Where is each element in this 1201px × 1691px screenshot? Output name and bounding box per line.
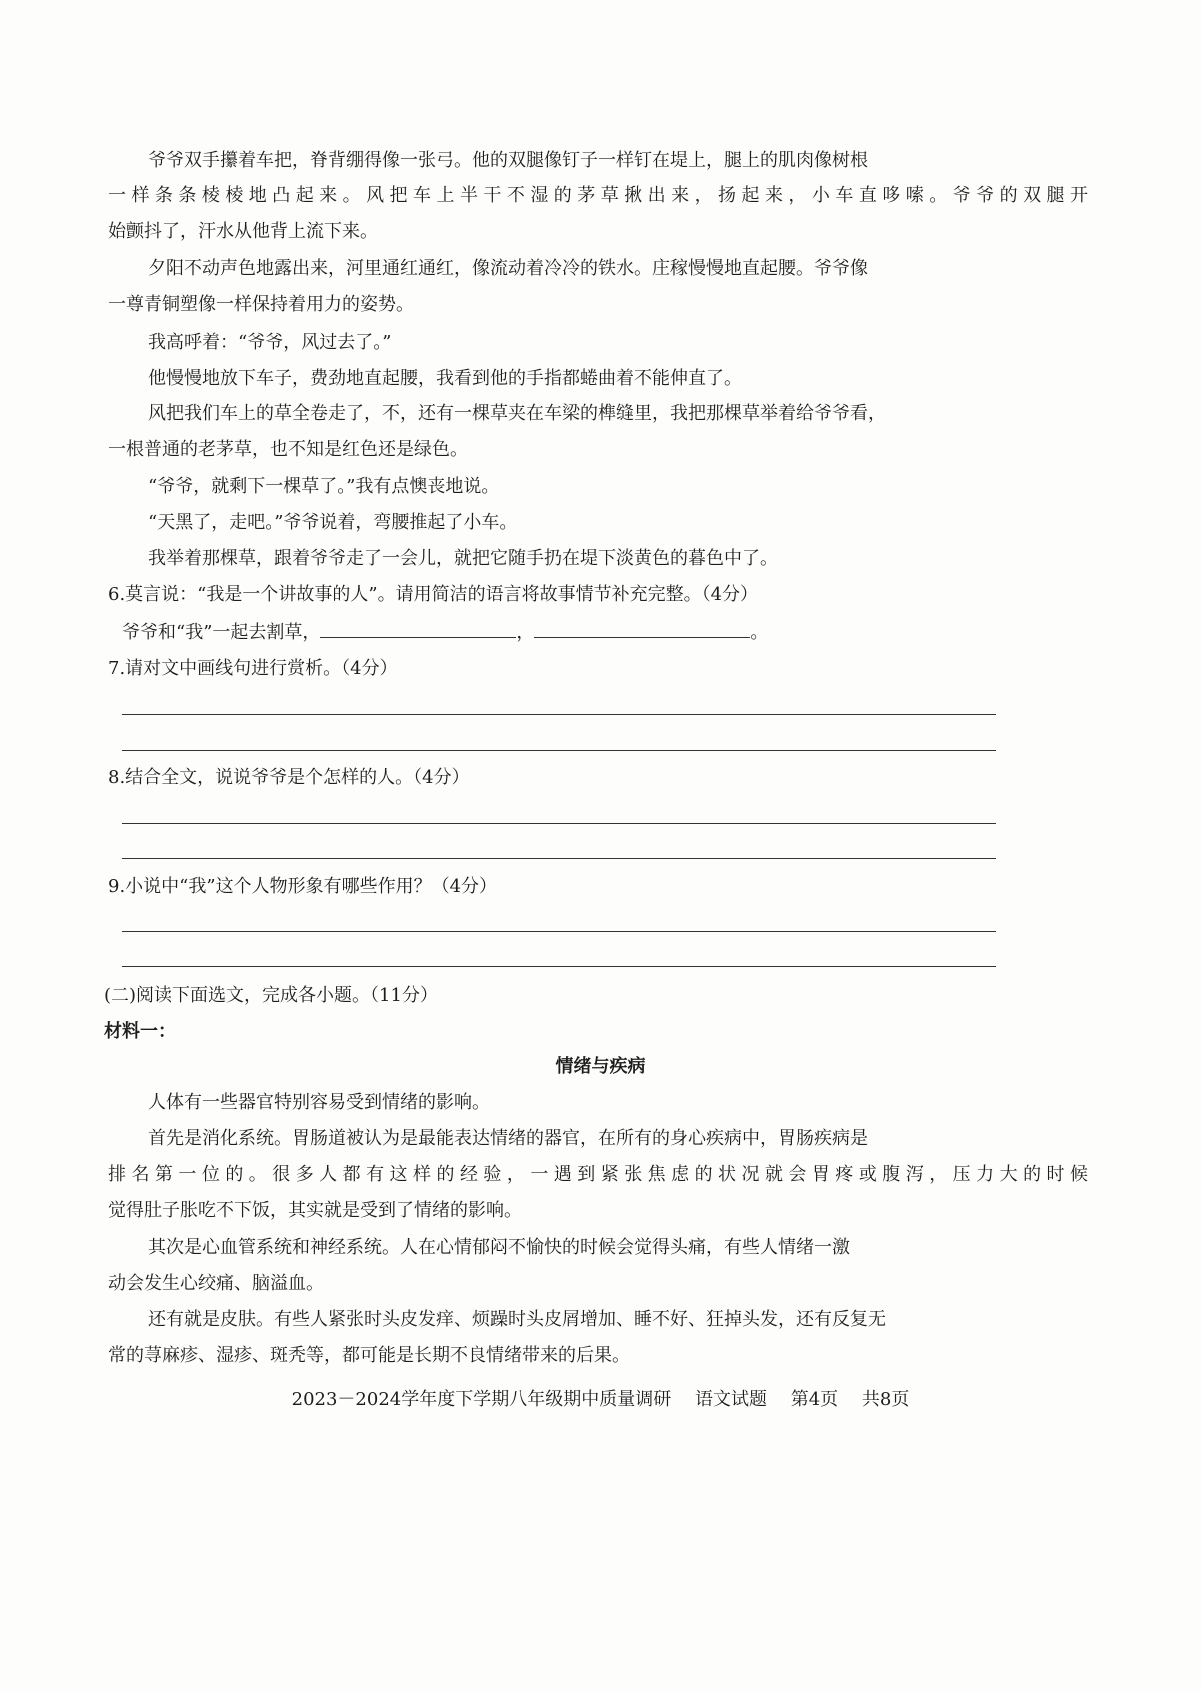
story-p2-line2: 一尊青铜塑像一样保持着用力的姿势。 (108, 294, 414, 315)
story-p7: “天黑了，走吧。”爷爷说着，弯腰推起了小车。 (148, 512, 518, 533)
article-p2-line2: 排名第一位的。很多人都有这样的经验，一遇到紧张焦虑的状况就会胃疼或腹泻，压力大的时候 (108, 1164, 1088, 1185)
article-p2-line1: 首先是消化系统。胃肠道被认为是最能表达情绪的器官，在所有的身心疾病中，胃肠疾病是 (148, 1128, 868, 1149)
story-p1-line3: 始颤抖了，汗水从他背上流下来。 (108, 221, 378, 242)
question-9-answer-line-1[interactable] (122, 931, 996, 932)
question-6-fill-end: 。 (750, 622, 769, 643)
question-8-prompt: 8.结合全文，说说爷爷是个怎样的人。（4分） (108, 767, 470, 788)
story-p4: 他慢慢地放下车子，费劲地直起腰，我看到他的手指都蜷曲着不能伸直了。 (148, 368, 742, 389)
article-p4-line2: 常的荨麻疹、湿疹、斑秃等，都可能是长期不良情绪带来的后果。 (108, 1345, 630, 1366)
question-8-answer-line-1[interactable] (122, 823, 996, 824)
footer-subject: 语文试题 (694, 1389, 767, 1410)
story-p3: 我高呼着：“爷爷，风过去了。” (148, 332, 392, 353)
article-p3-line2: 动会发生心绞痛、脑溢血。 (108, 1273, 324, 1294)
footer-exam-title: 2023－2024学年度下学期八年级期中质量调研 (291, 1389, 672, 1410)
question-9-answer-line-2[interactable] (122, 966, 996, 967)
page-footer (0, 1387, 1201, 1413)
question-7-prompt: 7.请对文中画线句进行赏析。（4分） (108, 658, 398, 679)
story-p6: “爷爷，就剩下一棵草了。”我有点懊丧地说。 (148, 476, 500, 497)
material-1-label: 材料一： (104, 1021, 176, 1042)
story-p8: 我举着那棵草，跟着爷爷走了一会儿，就把它随手扔在堤下淡黄色的暮色中了。 (148, 548, 778, 569)
question-6-fill-row (122, 619, 768, 646)
story-p1-line2: 一样条条棱棱地凸起来。风把车上半干不湿的茅草揪出来，扬起来，小车直哆嗦。爷爷的双腿开 (108, 185, 1088, 206)
article-p1: 人体有一些器官特别容易受到情绪的影响。 (148, 1092, 490, 1113)
question-6-fill-prefix: 爷爷和“我”一起去割草， (122, 622, 321, 643)
section-2-header: (二)阅读下面选文，完成各小题。（11分） (104, 985, 438, 1006)
question-9-prompt: 9.小说中“我”这个人物形象有哪些作用？（4分） (108, 876, 498, 897)
footer-page-number: 第4页 (790, 1389, 839, 1410)
article-p4-line1: 还有就是皮肤。有些人紧张时头皮发痒、烦躁时头皮屑增加、睡不好、狂掉头发，还有反复无 (148, 1309, 886, 1330)
article-p2-line3: 觉得肚子胀吃不下饭，其实就是受到了情绪的影响。 (108, 1200, 522, 1221)
question-6-fill-comma: ， (516, 622, 535, 643)
story-p2-line1: 夕阳不动声色地露出来，河里通红通红，像流动着冷冷的铁水。庄稼慢慢地直起腰。爷爷像 (148, 258, 868, 279)
question-8-answer-line-2[interactable] (122, 858, 996, 859)
footer-total-pages: 共8页 (861, 1389, 910, 1410)
article-title: 情绪与疾病 (555, 1056, 646, 1077)
question-6-blank-1[interactable] (320, 619, 516, 638)
question-6-prompt: 6.莫言说：“我是一个讲故事的人”。请用简洁的语言将故事情节补充完整。（4分） (108, 584, 759, 605)
question-7-answer-line-1[interactable] (122, 714, 996, 715)
story-p5-line2: 一根普通的老茅草，也不知是红色还是绿色。 (108, 439, 468, 460)
article-p3-line1: 其次是心血管系统和神经系统。人在心情郁闷不愉快的时候会觉得头痛，有些人情绪一激 (148, 1237, 850, 1258)
story-p5-line1: 风把我们车上的草全卷走了，不，还有一棵草夹在车梁的榫缝里，我把那棵草举着给爷爷看， (148, 403, 886, 424)
question-7-answer-line-2[interactable] (122, 750, 996, 751)
story-p1-line1: 爷爷双手攥着车把，脊背绷得像一张弓。他的双腿像钉子一样钉在堤上，腿上的肌肉像树根 (148, 150, 868, 171)
question-6-blank-2[interactable] (534, 619, 750, 638)
